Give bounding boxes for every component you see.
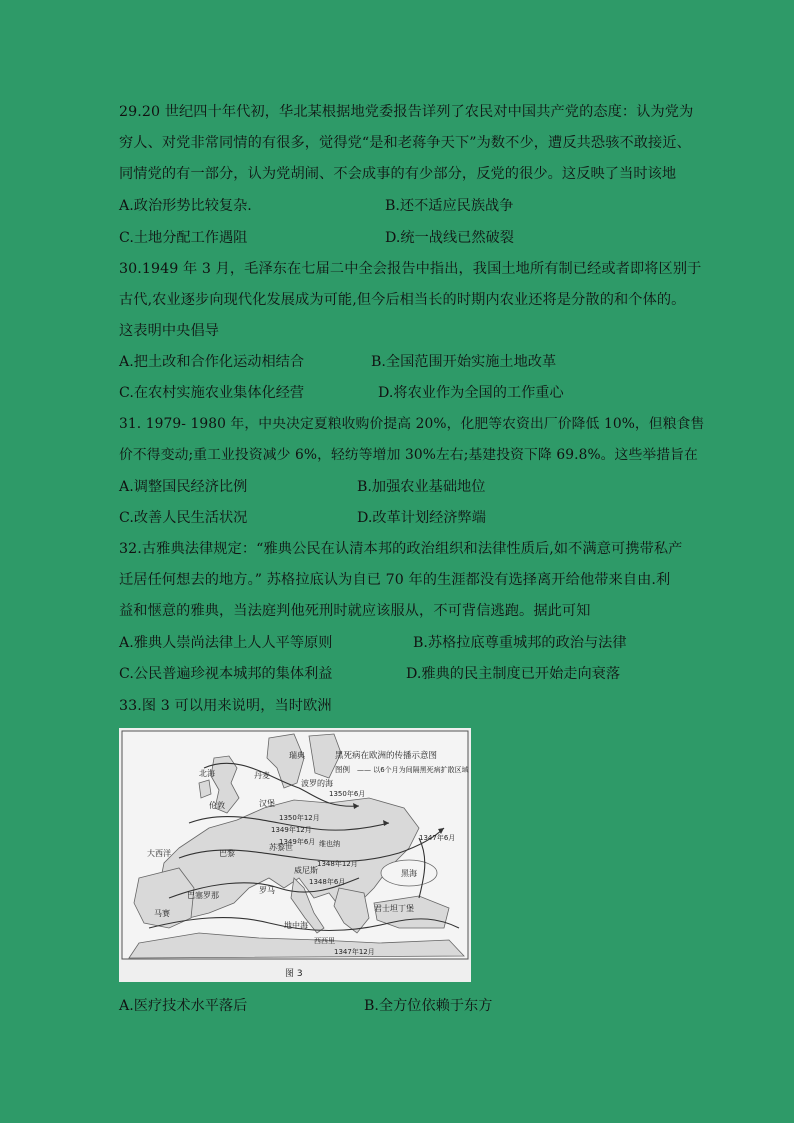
- q29-option-c[interactable]: C.土地分配工作遇阻: [119, 230, 248, 246]
- q31-option-c[interactable]: C.改善人民生活状况: [119, 510, 248, 526]
- place-vienna: 维也纳: [319, 840, 340, 848]
- place-venice: 威尼斯: [294, 866, 318, 875]
- place-mediterranean: 地中海: [284, 921, 308, 930]
- date-1349-dec: 1349年12月: [271, 826, 312, 834]
- place-denmark: 丹麦: [254, 771, 270, 780]
- place-sicily: 西西里: [314, 937, 335, 945]
- date-1347-jun: 1347年6月: [419, 834, 456, 842]
- q32-option-c[interactable]: C.公民普遍珍视本城邦的集体利益: [119, 666, 333, 682]
- q32-line-1: 32.古雅典法律规定：“雅典公民在认清本邦的政治组织和法律性质后,如不满意可携带私产: [119, 541, 683, 557]
- date-1347-dec: 1347年12月: [334, 948, 375, 956]
- q31-option-a[interactable]: A.调整国民经济比例: [119, 479, 248, 495]
- q29-option-d[interactable]: D.统一战线已然破裂: [385, 230, 514, 246]
- q33-option-b[interactable]: B.全方位依赖于东方: [364, 998, 493, 1014]
- q29-line-3: 同情党的有一部分，认为党胡闹、不会成事的有少部分，反党的很少。这反映了当时该地: [119, 166, 677, 182]
- q30-option-b[interactable]: B.全国范围开始实施土地改革: [371, 354, 557, 370]
- black-death-map-figure: [119, 728, 471, 982]
- place-constantinople: 君士坦丁堡: [374, 904, 414, 913]
- q30-line-3: 这表明中央倡导: [119, 323, 220, 339]
- date-1350-dec: 1350年12月: [279, 814, 320, 822]
- date-1349-jun: 1349年6月: [279, 838, 316, 846]
- q30-line-1: 30.1949 年 3 月，毛泽东在七届二中全会报告中指出，我国土地所有制已经或者即将区别于: [119, 261, 702, 277]
- place-black-sea: 黑海: [401, 869, 417, 878]
- q32-option-d[interactable]: D.雅典的民主制度已开始走向衰落: [406, 666, 621, 682]
- place-zurich: 苏黎世: [269, 843, 293, 852]
- place-marseille: 马赛: [154, 909, 170, 918]
- date-1348-jun: 1348年6月: [309, 878, 346, 886]
- place-hamburg: 汉堡: [259, 799, 275, 808]
- place-sweden: 瑞典: [289, 751, 305, 760]
- q29-line-1: 29.20 世纪四十年代初，华北某根据地党委报告详列了农民对中国共产党的态度：认为党为: [119, 104, 694, 120]
- q31-line-1: 31. 1979- 1980 年，中央决定夏粮收购价提高 20%，化肥等农资出厂价降低 10%，但粮食售: [119, 416, 705, 432]
- place-barcelona: 巴塞罗那: [187, 891, 219, 900]
- place-baltic-sea: 波罗的海: [301, 779, 333, 788]
- q33-option-a[interactable]: A.医疗技术水平落后: [119, 998, 248, 1014]
- q32-option-a[interactable]: A.雅典人崇尚法律上人人平等原则: [119, 635, 333, 651]
- place-rome: 罗马: [259, 886, 275, 895]
- date-1348-dec: 1348年12月: [317, 860, 358, 868]
- black-death-map: [119, 728, 471, 982]
- figure-caption: 图 3: [285, 969, 303, 979]
- q30-option-a[interactable]: A.把土改和合作化运动相结合: [119, 354, 305, 370]
- q30-option-d[interactable]: D.将农业作为全国的工作重心: [378, 385, 564, 401]
- q33-line-1: 33.图 3 可以用来说明，当时欧洲: [119, 698, 332, 714]
- q29-line-2: 穷人、对党非常同情的有很多，觉得党“是和老蒋争天下”为数不少，遭反共恐骇不敢接近、: [119, 135, 691, 151]
- q31-option-d[interactable]: D.改革计划经济弊端: [357, 510, 486, 526]
- place-atlantic: 大西洋: [147, 849, 171, 858]
- q32-option-b[interactable]: B.苏格拉底尊重城邦的政治与法律: [413, 635, 627, 651]
- map-legend-text: —— 以6个月为间隔黑死病扩散区域: [357, 766, 469, 774]
- q29-option-b[interactable]: B.还不适应民族战争: [385, 198, 514, 214]
- date-1350-jun: 1350年6月: [329, 790, 366, 798]
- q32-line-3: 益和惬意的雅典，当法庭判他死刑时就应该服从，不可背信逃跑。据此可知: [119, 603, 591, 619]
- place-paris: 巴黎: [219, 849, 235, 858]
- q30-line-2: 古代,农业逐步向现代化发展成为可能,但今后相当长的时期内农业还将是分散的和个体的。: [119, 292, 686, 308]
- q31-option-b[interactable]: B.加强农业基础地位: [357, 479, 486, 495]
- q31-line-2: 价不得变动;重工业投资减少 6%，轻纺等增加 30%左右;基建投资下降 69.8%。这些举措旨在: [119, 447, 698, 463]
- q29-option-a[interactable]: A.政治形势比较复杂.: [119, 198, 252, 214]
- map-title: 黑死病在欧洲的传播示意图: [335, 751, 438, 761]
- q30-option-c[interactable]: C.在农村实施农业集体化经营: [119, 385, 305, 401]
- q32-line-2: 迁居任何想去的地方。” 苏格拉底认为自已 70 年的生涯都没有选择离开给他带来自由.利: [119, 572, 671, 588]
- place-london: 伦敦: [209, 801, 225, 810]
- map-legend-label: 图例: [335, 765, 350, 774]
- place-north-sea: 北海: [199, 769, 215, 778]
